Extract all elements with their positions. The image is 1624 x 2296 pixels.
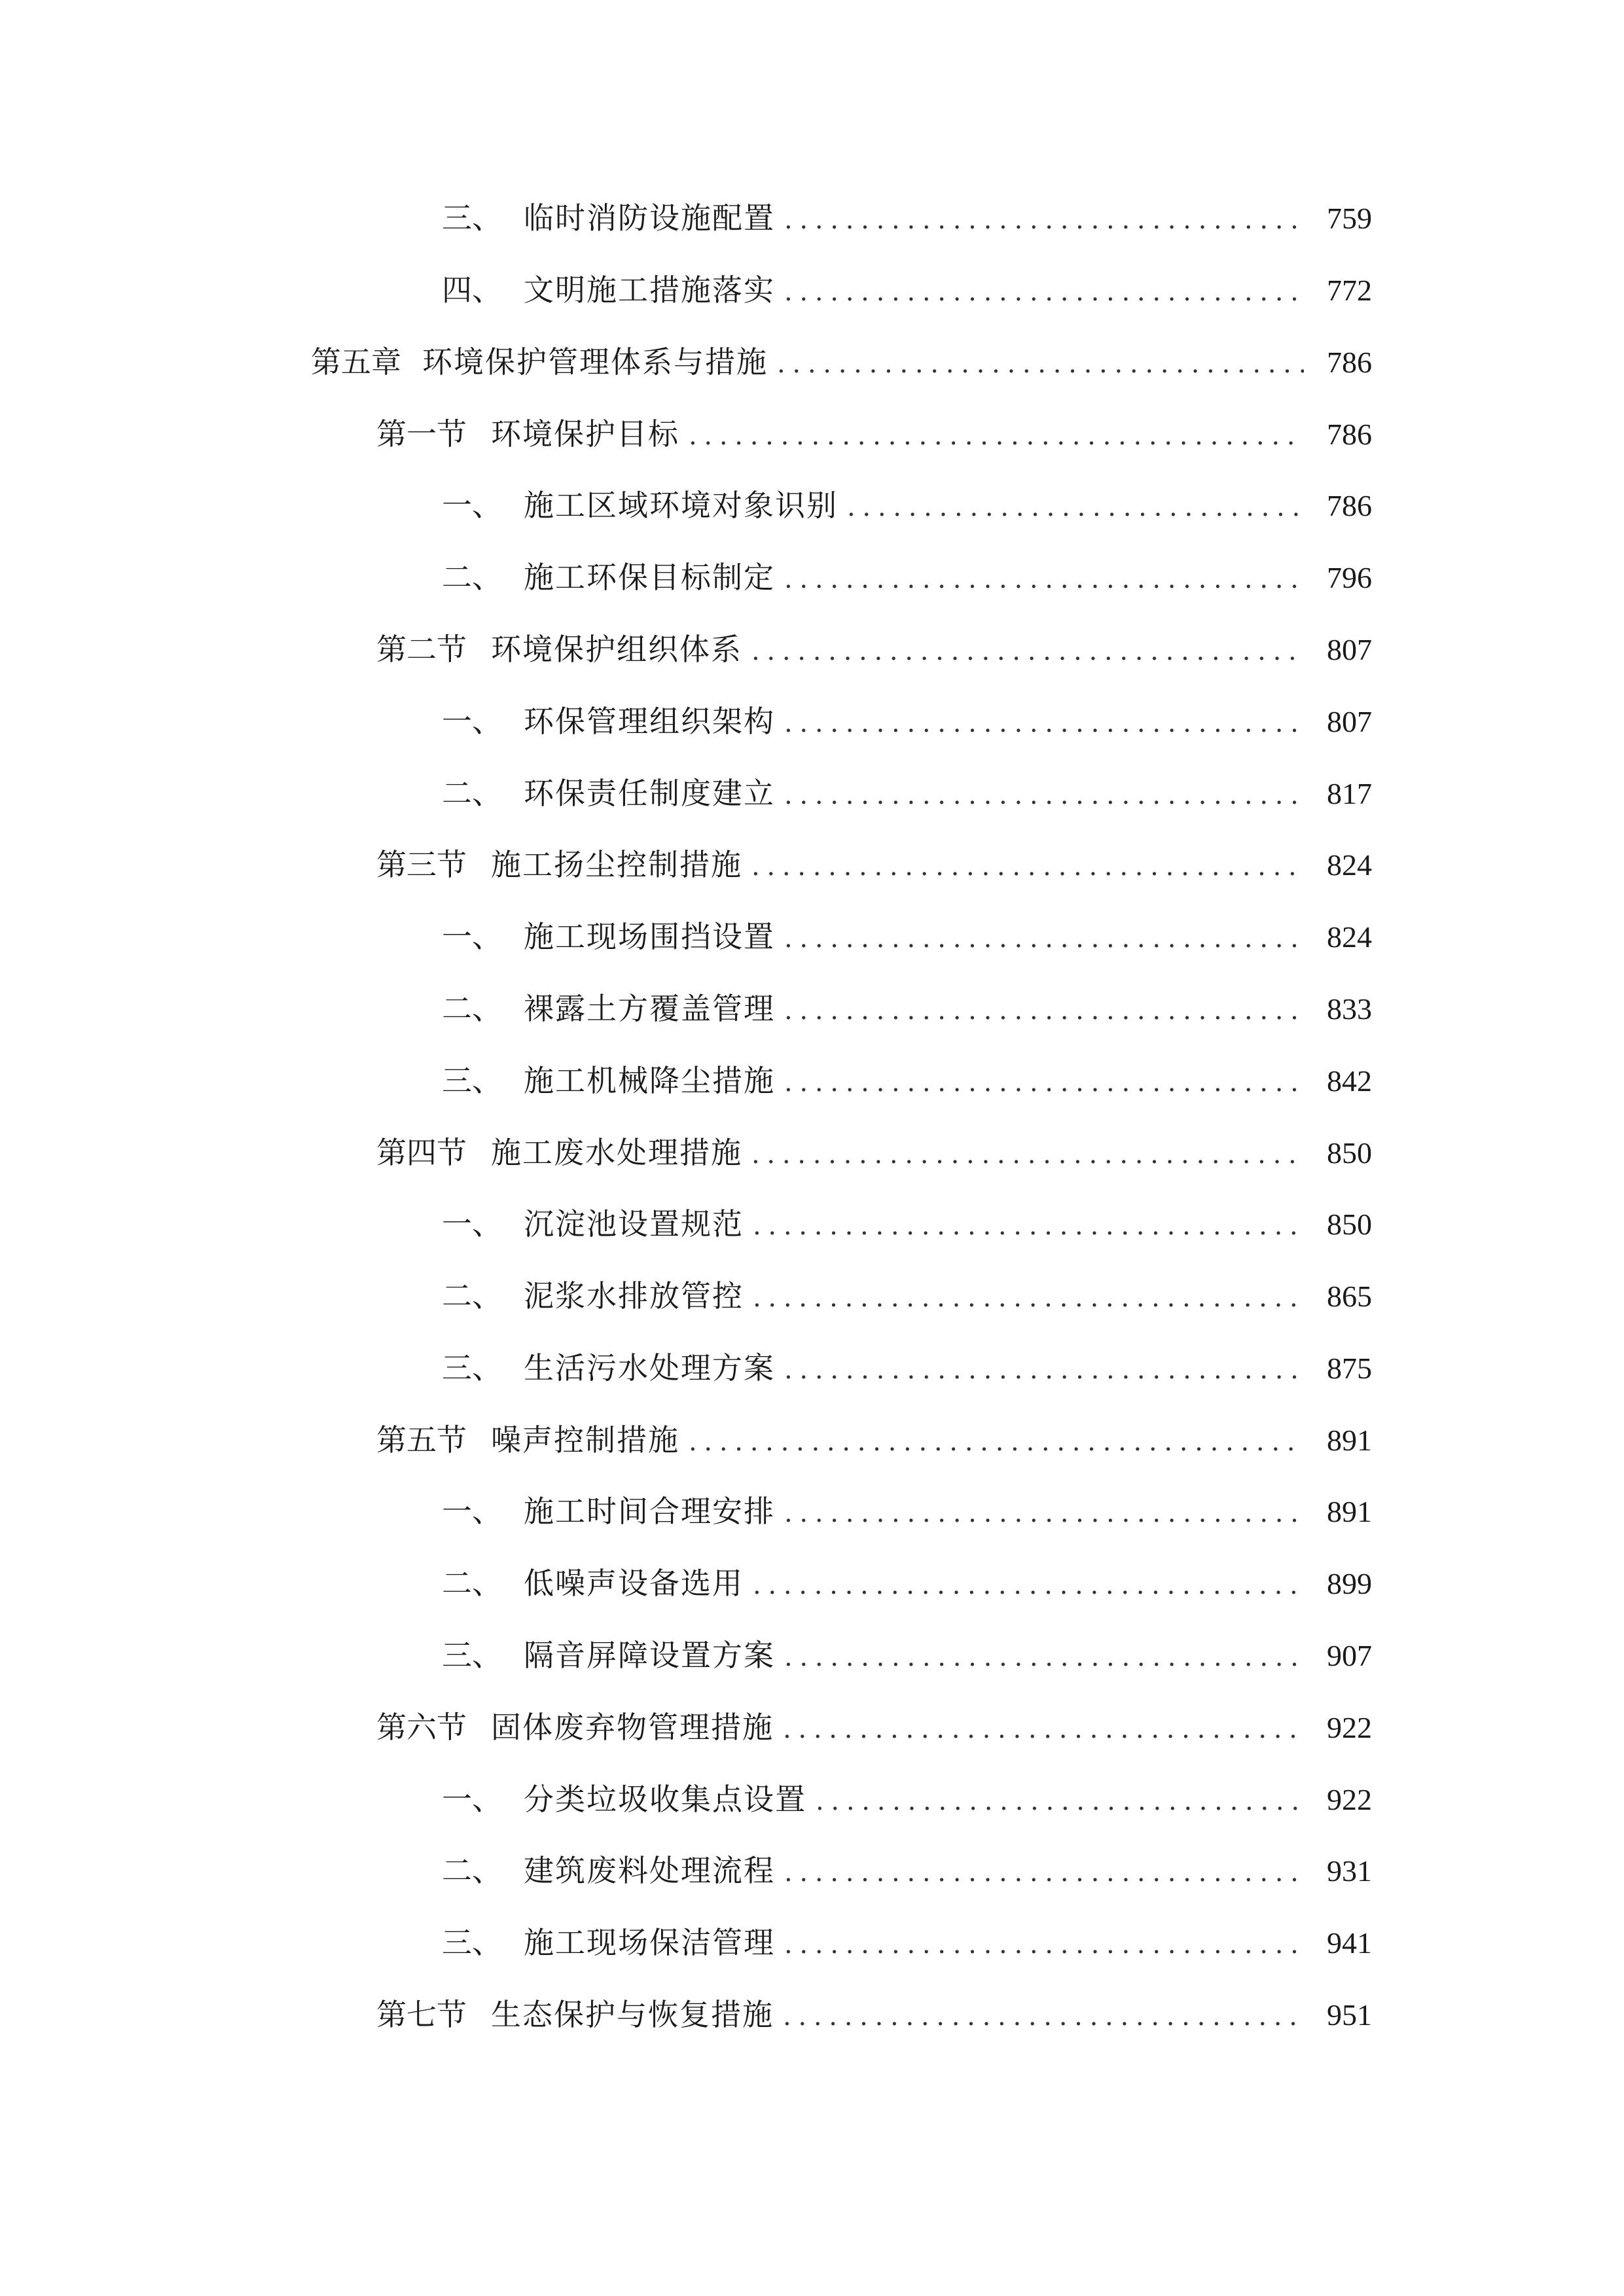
toc-page-number: 891 [1327,1424,1372,1457]
toc-page-number: 922 [1327,1711,1372,1744]
toc-entry-number: 第五节 [376,1422,467,1458]
toc-entry-section[interactable] [376,842,1372,888]
toc-entry-title: 裸露土方覆盖管理 [524,991,775,1026]
dot-leader [784,269,1304,315]
toc-entry-title: 环境保护目标 [491,416,679,452]
toc-entry-number: 一、 [442,1494,502,1529]
toc-entry-number: 一、 [442,488,502,523]
toc-page-number: 931 [1327,1854,1372,1888]
toc-entry-number: 一、 [442,1206,502,1242]
toc-entry-title: 施工时间合理安排 [524,1494,775,1529]
toc-entry-number: 二、 [442,776,502,811]
toc-page-number: 941 [1327,1926,1372,1960]
toc-entry-section[interactable] [376,626,1372,672]
toc-page-number: 842 [1327,1064,1372,1098]
dot-leader [753,1203,1304,1249]
dot-leader [783,1706,1304,1752]
toc-entry-title: 建筑废料处理流程 [524,1853,775,1888]
dot-leader [784,1922,1304,1967]
dot-leader [689,413,1304,459]
toc-entry-number: 一、 [442,1782,502,1817]
toc-page-number: 824 [1327,848,1372,882]
toc-entry-number: 二、 [442,1566,502,1601]
toc-entry[interactable] [442,770,1372,816]
dot-leader [784,1634,1304,1680]
toc-entry-title: 施工废水处理措施 [491,1135,742,1170]
toc-entry-title: 临时消防设施配置 [524,200,775,236]
toc-page-number: 796 [1327,561,1372,594]
toc-entry-number: 三、 [442,1925,502,1960]
toc-entry-title: 文明施工措施落实 [524,272,775,308]
toc-page-number: 907 [1327,1639,1372,1672]
toc-entry-title: 生活污水处理方案 [524,1350,775,1386]
dot-leader [751,628,1304,674]
toc-page-number: 850 [1327,1208,1372,1241]
toc-entry-number: 一、 [442,919,502,954]
toc-entry-title: 低噪声设备选用 [524,1566,744,1601]
toc-entry-number: 二、 [442,991,502,1026]
toc-entry-title: 泥浆水排放管控 [524,1278,744,1314]
toc-entry-title: 噪声控制措施 [491,1422,679,1458]
toc-entry-section[interactable] [376,1704,1372,1750]
dot-leader [784,700,1304,746]
toc-entry-title: 环保责任制度建立 [524,776,775,811]
toc-entry[interactable] [442,195,1372,241]
toc-entry[interactable] [442,1848,1372,1893]
dot-leader [784,772,1304,818]
toc-page-number: 807 [1327,633,1372,666]
toc-page-number: 759 [1327,202,1372,235]
toc-entry-title: 固体废弃物管理措施 [491,1710,774,1745]
toc-page-number: 850 [1327,1136,1372,1170]
toc-entry[interactable] [442,1920,1372,1965]
dot-leader [784,1060,1304,1105]
toc-entry-number: 一、 [442,704,502,739]
toc-entry-title: 生态保护与恢复措施 [491,1997,774,2032]
dot-leader [784,197,1304,243]
toc-entry[interactable] [442,1058,1372,1103]
toc-entry-title: 环保管理组织架构 [524,704,775,739]
dot-leader [784,1850,1304,1895]
toc-entry-number: 第二节 [376,632,467,667]
toc-entry-chapter[interactable] [311,339,1372,385]
toc-entry-number: 第四节 [376,1135,467,1170]
toc-entry-title: 环境保护管理体系与措施 [422,344,768,380]
dot-leader [753,1275,1304,1321]
toc-entry-section[interactable] [376,1130,1372,1175]
toc-page-number: 865 [1327,1280,1372,1313]
toc-entry[interactable] [442,1273,1372,1319]
toc-entry-number: 第七节 [376,1997,467,2032]
toc-entry[interactable] [442,1560,1372,1606]
toc-page-number: 786 [1327,346,1372,379]
toc-entry[interactable] [442,914,1372,960]
toc-entry[interactable] [442,1776,1372,1822]
toc-entry-number: 第六节 [376,1710,467,1745]
toc-entry-title: 施工区域环境对象识别 [524,488,838,523]
toc-entry-title: 沉淀池设置规范 [524,1206,744,1242]
toc-entry-number: 三、 [442,1063,502,1098]
toc-entry-title: 施工现场保洁管理 [524,1925,775,1960]
dot-leader [784,1347,1304,1393]
toc-page-number: 891 [1327,1495,1372,1528]
dot-leader [777,341,1304,387]
dot-leader [689,1419,1304,1465]
toc-entry-number: 二、 [442,1278,502,1314]
toc-page-number: 899 [1327,1567,1372,1600]
dot-leader [784,556,1304,602]
toc-page-number: 786 [1327,418,1372,451]
toc-entry-number: 二、 [442,560,502,595]
toc-entry-number: 第一节 [376,416,467,452]
toc-page-number: 786 [1327,489,1372,522]
dot-leader [847,484,1304,530]
dot-leader [816,1778,1304,1824]
toc-entry-title: 分类垃圾收集点设置 [524,1782,806,1817]
dot-leader [751,844,1304,889]
toc-page-number: 817 [1327,777,1372,810]
toc-page-number: 833 [1327,992,1372,1026]
toc-entry-section[interactable] [376,1992,1372,2037]
dot-leader [784,916,1304,961]
toc-entry[interactable] [442,1345,1372,1391]
toc-entry-number: 第五章 [311,344,401,380]
toc-entry[interactable] [442,554,1372,600]
toc-entry[interactable] [442,1632,1372,1678]
toc-page-number: 824 [1327,920,1372,954]
toc-entry[interactable] [442,267,1372,313]
toc-entry[interactable] [442,986,1372,1031]
toc-entry-title: 隔音屏障设置方案 [524,1638,775,1673]
toc-entry[interactable] [442,698,1372,744]
toc-entry-title: 施工扬尘控制措施 [491,847,742,882]
toc-entry-title: 施工现场围挡设置 [524,919,775,954]
toc-entry-number: 第三节 [376,847,467,882]
toc-entry-number: 三、 [442,1350,502,1386]
toc-page-number: 772 [1327,274,1372,307]
toc-entry-section[interactable] [376,411,1372,457]
toc-entry-title: 环境保护组织体系 [491,632,742,667]
toc-entry-title: 施工机械降尘措施 [524,1063,775,1098]
toc-entry[interactable] [442,1201,1372,1247]
dot-leader [783,1994,1304,2039]
toc-entry-section[interactable] [376,1417,1372,1463]
dot-leader [753,1562,1304,1608]
toc-page-number: 875 [1327,1352,1372,1385]
toc-entry-number: 三、 [442,1638,502,1673]
toc-page-number: 922 [1327,1783,1372,1816]
toc-entry-number: 四、 [442,272,502,308]
toc-page-number: 951 [1327,1998,1372,2032]
toc-entry-number: 二、 [442,1853,502,1888]
toc-entry-title: 施工环保目标制定 [524,560,775,595]
dot-leader [751,1132,1304,1177]
dot-leader [784,988,1304,1033]
dot-leader [784,1490,1304,1536]
toc-page-number: 807 [1327,705,1372,738]
toc-entry[interactable] [442,482,1372,528]
toc-entry[interactable] [442,1488,1372,1534]
toc-entry-number: 三、 [442,200,502,236]
